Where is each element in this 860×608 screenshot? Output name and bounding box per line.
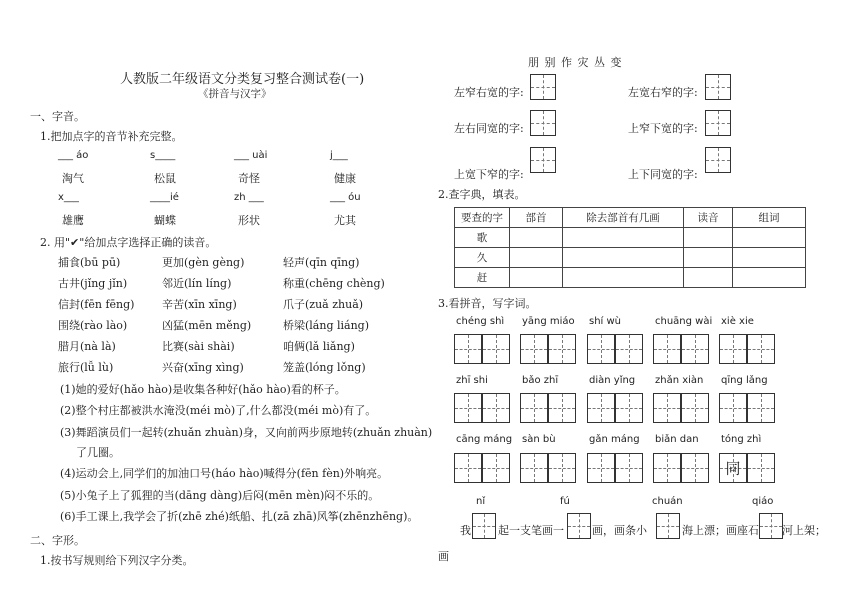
writing-box[interactable] bbox=[587, 393, 615, 423]
pinyin-label: biǎn dan bbox=[655, 434, 699, 445]
class-label-1: 左窄右宽的字: bbox=[454, 86, 524, 99]
table-row bbox=[455, 268, 806, 288]
sentence-part: 河上架； bbox=[782, 524, 826, 537]
class-label-4: 上窄下宽的字: bbox=[628, 122, 698, 135]
sentence: (2)整个村庄都被洪水淹没(méi mò)了,什么都没(méi mò)有了。 bbox=[60, 404, 377, 417]
writing-box[interactable] bbox=[705, 147, 731, 173]
pinyin-blank[interactable]: ___ uài bbox=[234, 150, 268, 161]
table-cell-char: 久 bbox=[455, 248, 510, 268]
dictionary-table bbox=[454, 207, 806, 288]
sentence: (5)小兔子上了狐狸的当(dāng dàng)后闷(mēn mèn)闷不乐的。 bbox=[60, 489, 380, 502]
pinyin-label: chuāng wài bbox=[655, 316, 713, 327]
pronunciation-option[interactable]: 比赛(sài shài) bbox=[162, 340, 235, 353]
pinyin-label: sàn bù bbox=[522, 434, 556, 445]
writing-box[interactable] bbox=[681, 453, 709, 483]
class-label-6: 上下同宽的字: bbox=[628, 168, 698, 181]
pronunciation-option[interactable]: 辛苦(xīn xīng) bbox=[162, 298, 237, 311]
pinyin-label: chuán bbox=[652, 496, 683, 507]
table-header: 要查的字 bbox=[455, 208, 510, 228]
pronunciation-option[interactable]: 旅行(lǚ lù) bbox=[58, 361, 114, 374]
writing-box[interactable] bbox=[520, 334, 548, 364]
pronunciation-option[interactable]: 古井(jǐng jǐn) bbox=[58, 277, 128, 290]
pinyin-blank[interactable]: ___ áo bbox=[58, 150, 89, 161]
classify-characters: 朋 别 作 灾 丛 变 bbox=[528, 56, 623, 69]
writing-box[interactable] bbox=[653, 453, 681, 483]
pinyin-label: bǎo zhī bbox=[522, 375, 559, 386]
pronunciation-option[interactable]: 更加(gèn gèng) bbox=[162, 256, 245, 269]
sentence-part: 海上漂；画座石 bbox=[682, 524, 759, 537]
table-header: 组词 bbox=[733, 208, 806, 228]
writing-box[interactable] bbox=[747, 453, 775, 483]
writing-box[interactable] bbox=[548, 334, 576, 364]
pinyin-label: yāng miáo bbox=[522, 316, 575, 327]
table-row bbox=[455, 248, 806, 268]
writing-box[interactable] bbox=[530, 74, 556, 100]
table-row bbox=[455, 228, 806, 248]
writing-box[interactable] bbox=[719, 393, 747, 423]
filled-character: 同 bbox=[725, 459, 741, 478]
pronunciation-option[interactable]: 笼盖(lóng lǒng) bbox=[283, 361, 366, 374]
pinyin-blank[interactable]: x___ bbox=[58, 192, 79, 203]
writing-box[interactable] bbox=[719, 453, 747, 483]
writing-box[interactable] bbox=[454, 334, 482, 364]
pinyin-label: fú bbox=[560, 496, 570, 507]
pinyin-blank[interactable]: ____ié bbox=[150, 192, 179, 203]
word: 蝴蝶 bbox=[154, 214, 176, 227]
page-subtitle: 《拼音与汉字》 bbox=[198, 88, 272, 100]
class-label-2: 左宽右窄的字: bbox=[628, 86, 698, 99]
question-2: 2. 用"✔"给加点字选择正确的读音。 bbox=[40, 236, 217, 249]
writing-box[interactable] bbox=[548, 453, 576, 483]
pronunciation-option[interactable]: 轻声(qīn qīng) bbox=[283, 256, 360, 269]
writing-box[interactable] bbox=[653, 393, 681, 423]
writing-box[interactable] bbox=[615, 393, 643, 423]
class-label-3: 左右同宽的字: bbox=[454, 122, 524, 135]
writing-box[interactable] bbox=[705, 74, 731, 100]
writing-box[interactable] bbox=[705, 110, 731, 136]
pinyin-blank[interactable]: s____ bbox=[150, 150, 176, 161]
question-3: 1.按书写规则给下列汉字分类。 bbox=[40, 554, 194, 567]
word: 松鼠 bbox=[154, 172, 176, 185]
section-2-heading: 二、字形。 bbox=[30, 534, 85, 547]
pronunciation-option[interactable]: 凶猛(mēn měng) bbox=[162, 319, 252, 332]
word: 尤其 bbox=[334, 214, 356, 227]
pronunciation-option[interactable]: 信封(fēn fēng) bbox=[58, 298, 135, 311]
sentence-part: 画，画条小 bbox=[592, 524, 647, 537]
writing-box[interactable] bbox=[587, 334, 615, 364]
sentence: 了几圈。 bbox=[76, 446, 120, 459]
writing-box[interactable] bbox=[520, 453, 548, 483]
pinyin-blank[interactable]: zh ___ bbox=[234, 192, 264, 203]
writing-box[interactable] bbox=[482, 334, 510, 364]
writing-box[interactable] bbox=[653, 334, 681, 364]
table-cell-char: 赶 bbox=[455, 268, 510, 288]
pinyin-blank[interactable]: j___ bbox=[330, 150, 348, 161]
pronunciation-option[interactable]: 桥梁(láng liáng) bbox=[283, 319, 370, 332]
writing-box[interactable] bbox=[681, 393, 709, 423]
writing-box[interactable] bbox=[681, 334, 709, 364]
pinyin-label: cāng máng bbox=[456, 434, 513, 445]
table-header: 除去部首有几画 bbox=[563, 208, 684, 228]
pronunciation-option[interactable]: 兴奋(xīng xìng) bbox=[162, 361, 244, 374]
pronunciation-option[interactable]: 称重(chēng chèng) bbox=[283, 277, 385, 290]
writing-box[interactable] bbox=[454, 453, 482, 483]
class-label-5: 上宽下窄的字: bbox=[454, 168, 524, 181]
sentence-part: 起一支笔画一 bbox=[498, 524, 564, 537]
writing-box[interactable] bbox=[454, 393, 482, 423]
pronunciation-option[interactable]: 围绕(rào lào) bbox=[58, 319, 128, 332]
table-header: 部首 bbox=[510, 208, 563, 228]
question-5: 3.看拼音，写字词。 bbox=[438, 297, 537, 310]
writing-box[interactable] bbox=[615, 453, 643, 483]
pinyin-label: tóng zhì bbox=[721, 434, 762, 445]
sentence: (4)运动会上,同学们的加油口号(háo hào)喊得分(fēn fèn)外响亮。 bbox=[60, 467, 389, 480]
question-1: 1.把加点字的音节补充完整。 bbox=[40, 130, 183, 143]
question-4: 2.查字典，填表。 bbox=[438, 188, 526, 201]
pinyin-label: nǐ bbox=[476, 496, 486, 507]
writing-box[interactable] bbox=[719, 334, 747, 364]
writing-box[interactable] bbox=[747, 334, 775, 364]
word: 雄鹰 bbox=[62, 214, 84, 227]
sentence: (3)舞蹈演员们一起转(zhuǎn zhuàn)身，又向前两步原地转(zhuǎn zhuàn) bbox=[60, 426, 433, 439]
writing-box[interactable] bbox=[482, 393, 510, 423]
pinyin-label: diàn yǐng bbox=[589, 375, 636, 386]
pinyin-label: chéng shì bbox=[456, 316, 505, 327]
sentence-part: 我 bbox=[460, 524, 471, 537]
writing-box[interactable] bbox=[530, 110, 556, 136]
word: 淘气 bbox=[62, 172, 84, 185]
pronunciation-option[interactable]: 捕食(bū pū) bbox=[58, 256, 121, 269]
table-cell-char: 歌 bbox=[455, 228, 510, 248]
writing-box[interactable] bbox=[567, 513, 591, 539]
writing-box[interactable] bbox=[615, 334, 643, 364]
sentence: (6)手工课上,我学会了折(zhē zhé)纸船、扎(zā zhā)风筝(zhēnzhēng)。 bbox=[60, 510, 419, 523]
writing-box[interactable] bbox=[472, 513, 496, 539]
writing-box[interactable] bbox=[530, 147, 556, 173]
word: 形状 bbox=[238, 214, 260, 227]
writing-box[interactable] bbox=[587, 453, 615, 483]
word: 奇怪 bbox=[238, 172, 260, 185]
pinyin-label: zhī shi bbox=[456, 375, 488, 386]
word: 健康 bbox=[334, 172, 356, 185]
pronunciation-option[interactable]: 腊月(nà là) bbox=[58, 340, 116, 353]
sentence: (1)她的爱好(hǎo hào)是收集各种好(hǎo hào)看的杯子。 bbox=[60, 383, 346, 396]
pronunciation-option[interactable]: 爪子(zuǎ zhuǎ) bbox=[283, 298, 364, 311]
pinyin-label: xiè xie bbox=[721, 316, 754, 327]
writing-box[interactable] bbox=[482, 453, 510, 483]
writing-box[interactable] bbox=[520, 393, 548, 423]
pronunciation-option[interactable]: 邻近(lín líng) bbox=[162, 277, 232, 290]
last-line: 画 bbox=[438, 550, 449, 563]
table-header: 读音 bbox=[684, 208, 733, 228]
pinyin-blank[interactable]: ___ óu bbox=[330, 192, 361, 203]
pinyin-label: gǎn máng bbox=[589, 434, 640, 445]
writing-box[interactable] bbox=[656, 513, 680, 539]
section-1-heading: 一、字音。 bbox=[30, 110, 85, 123]
writing-box[interactable] bbox=[548, 393, 576, 423]
pinyin-label: qīng lǎng bbox=[721, 375, 768, 386]
writing-box[interactable] bbox=[747, 393, 775, 423]
pinyin-label: qiáo bbox=[752, 496, 774, 507]
page-title: 人教版二年级语文分类复习整合测试卷(一) bbox=[120, 72, 365, 87]
pinyin-label: zhǎn xiàn bbox=[655, 375, 704, 386]
pinyin-label: shí wù bbox=[589, 316, 622, 327]
writing-box[interactable] bbox=[759, 513, 783, 539]
pronunciation-option[interactable]: 咱俩(lǎ liǎng) bbox=[283, 340, 355, 353]
